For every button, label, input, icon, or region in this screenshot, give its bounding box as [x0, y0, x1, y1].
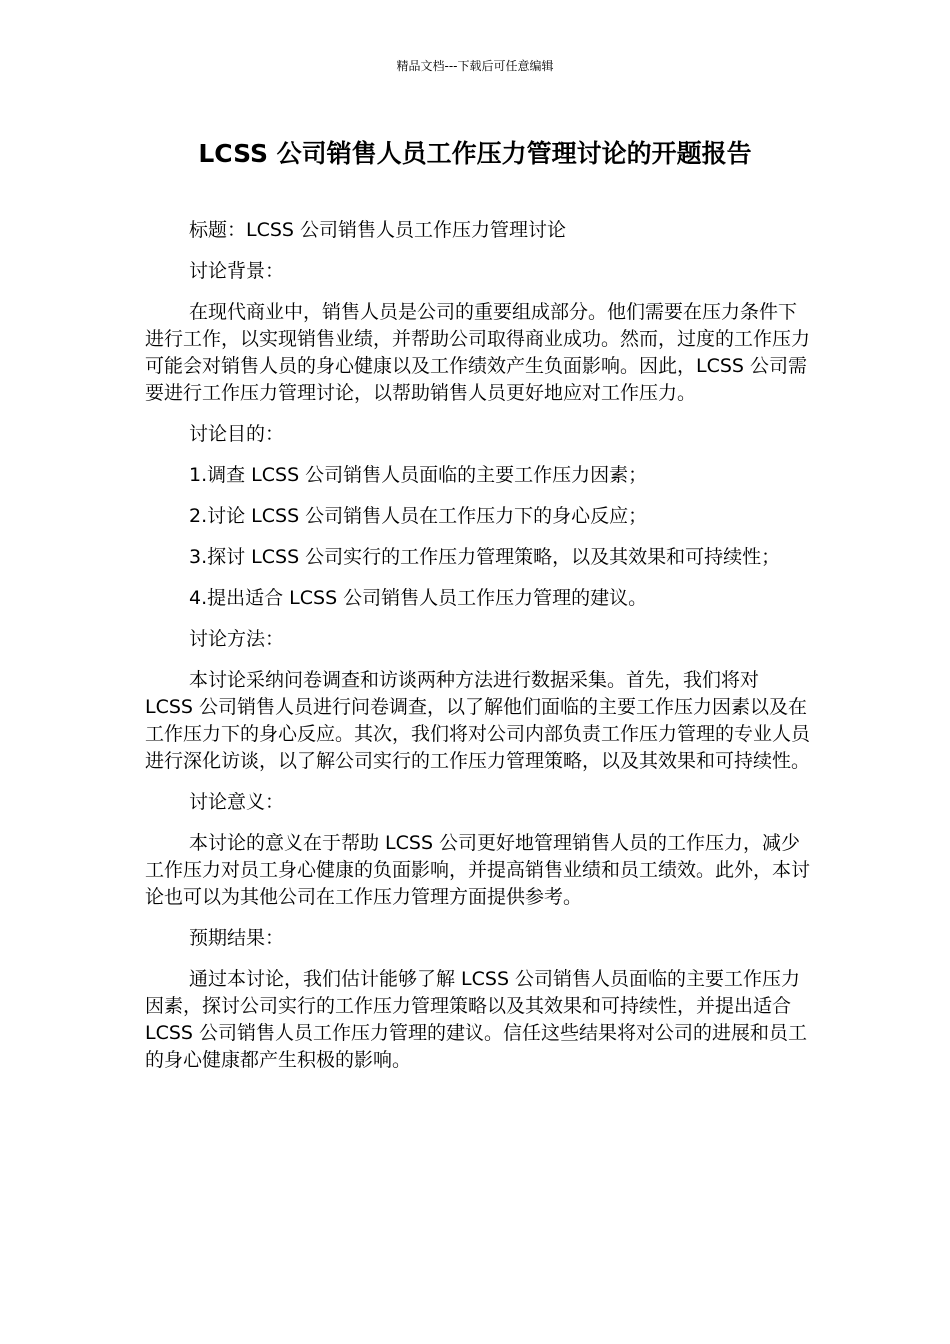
purpose-item-3: 3.探讨 LCSS 公司实行的工作压力管理策略，以及其效果和可持续性； [189, 546, 781, 568]
heading-purpose: 讨论目的： [189, 423, 285, 445]
purpose-item-1: 1.调查 LCSS 公司销售人员面临的主要工作压力因素； [189, 464, 648, 486]
document-body [145, 217, 810, 1088]
heading-significance: 讨论意义： [189, 791, 285, 813]
heading-expected-results: 预期结果： [189, 927, 285, 949]
paragraph-subject: 标题：LCSS 公司销售人员工作压力管理讨论 [189, 219, 567, 241]
page-header: 精品文档---下载后可任意编辑 [396, 59, 554, 73]
document-title: LCSS 公司销售人员工作压力管理讨论的开题报告 [198, 139, 752, 168]
heading-method: 讨论方法： [189, 628, 285, 650]
paragraph-method: 本讨论采纳问卷调查和访谈两种方法进行数据采集。首先，我们将对 LCSS 公司销售人员进行问卷调查，以了解他们面临的主要工作压力因素以及在工作压力下的身心反应。其次，我们将对公司内部负责工作压力管理的专业人员进行深化访谈，以了解公司实行的工作压力管理策略，以及其效果和可持续性。 [145, 669, 811, 772]
paragraph-expected-results: 通过本讨论，我们估计能够了解 LCSS 公司销售人员面临的主要工作压力因素，探讨公司实行的工作压力管理策略以及其效果和可持续性，并提出适合 LCSS 公司销售人员工作压力管理的建议。信任这些结果将对公司的进展和员工的身心健康都产生积极的影响。 [145, 968, 808, 1071]
paragraph-significance: 本讨论的意义在于帮助 LCSS 公司更好地管理销售人员的工作压力，减少工作压力对员工身心健康的负面影响，并提高销售业绩和员工绩效。此外，本讨论也可以为其他公司在工作压力管理方面提供参考。 [145, 832, 811, 908]
purpose-item-4: 4.提出适合 LCSS 公司销售人员工作压力管理的建议。 [189, 587, 648, 609]
heading-background: 讨论背景： [189, 260, 285, 282]
paragraph-background: 在现代商业中，销售人员是公司的重要组成部分。他们需要在压力条件下进行工作，以实现销售业绩，并帮助公司取得商业成功。然而，过度的工作压力可能会对销售人员的身心健康以及工作绩效产生负面影响。因此，LCSS 公司需要进行工作压力管理讨论，以帮助销售人员更好地应对工作压力。 [145, 301, 811, 404]
purpose-item-2: 2.讨论 LCSS 公司销售人员在工作压力下的身心反应； [189, 505, 648, 527]
